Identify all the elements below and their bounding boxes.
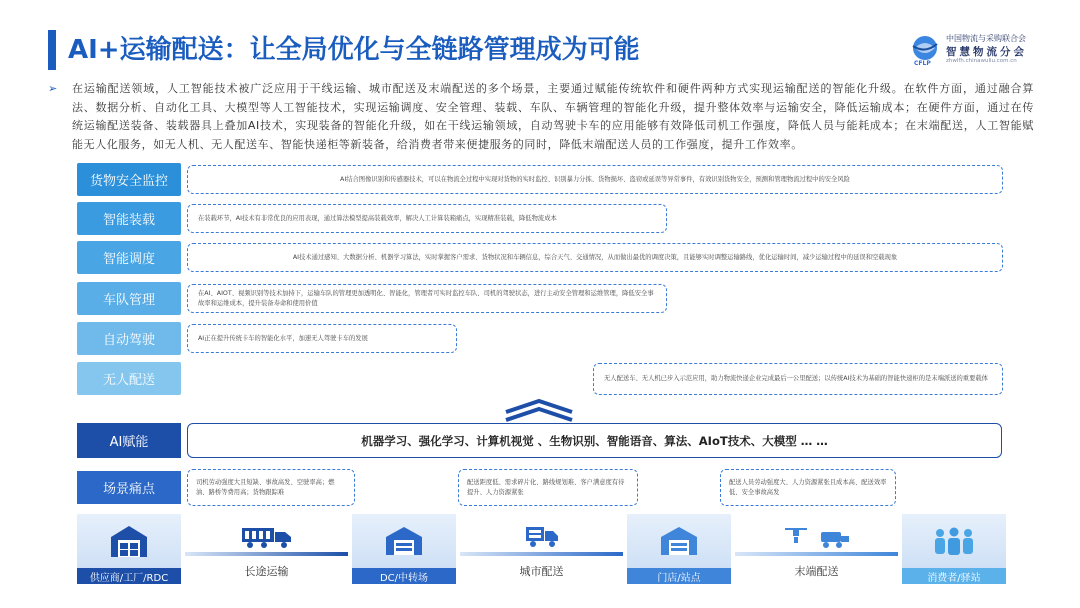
- flow-arrow-line: [735, 552, 898, 556]
- flow-segment-long-haul: [185, 532, 348, 558]
- capability-desc: 在AI、AIOT、视频识别等技术加持下，运输车队的管理更加透明化、智能化，管理者可实时监控车队、司机的驾驶状态，进行主动安全管理和运维管理，降低安全事故率和运维成本，提升装备寿命和使用价值: [187, 284, 667, 313]
- capability-row-unmanned-delivery: [77, 362, 1003, 395]
- truck-icon: [240, 524, 294, 550]
- flow-node-dc: [352, 514, 456, 584]
- ai-enable-content: 机器学习、强化学习、计算机视觉 、生物识别、智能语音、算法、AIoT技术、大模型 … …: [187, 423, 1002, 458]
- capability-row-autonomous-driving: [77, 322, 1003, 355]
- flow-node-store: [627, 514, 731, 584]
- flow-segment-label: 末端配送: [794, 565, 839, 578]
- logo-url: zhwlfh.chinawuliu.com.cn: [946, 58, 1017, 64]
- flow-node-label: DC/中转场: [352, 568, 456, 584]
- warehouse-icon: [384, 525, 424, 557]
- van-icon: [522, 524, 562, 548]
- warehouse-icon: [107, 523, 151, 559]
- logo-name: 智慧物流分会: [946, 46, 1027, 58]
- capability-desc: AI正在提升传统卡车的智能化水平，加速无人驾驶卡车的发展: [187, 324, 457, 353]
- bullet-arrow: ➢: [48, 82, 58, 95]
- logo-org: 中国物流与采购联合会: [946, 34, 1026, 43]
- capability-label: 智能装载: [77, 202, 181, 235]
- title-accent-bar: [48, 30, 56, 70]
- capability-label: 自动驾驶: [77, 322, 181, 355]
- pain-point-last-mile: 配送人员劳动强度大、人力资源紧张且成本高、配送效率低、安全事故高发: [720, 469, 896, 506]
- up-chevron-icon: [502, 398, 576, 422]
- capability-row-fleet-management: [77, 282, 1003, 315]
- capability-row-cargo-security: [77, 163, 1003, 196]
- flow-arrow-line: [185, 552, 348, 556]
- capability-label: 无人配送: [77, 362, 181, 395]
- capability-label: 货物安全监控: [77, 163, 181, 196]
- flow-node-consumer: [902, 514, 1006, 584]
- flow-node-label: 供应商/工厂/RDC: [77, 568, 181, 584]
- flow-node-label: 门店/站点: [627, 568, 731, 584]
- pain-point-long-haul: 司机劳动强度大且短缺、事故高发、空驶率高；燃油、路桥等费用高；货物跟踪难: [187, 469, 355, 506]
- flow-segment-city: [460, 532, 623, 558]
- ai-enable-label: AI赋能: [77, 423, 181, 458]
- warehouse-icon: [659, 525, 699, 557]
- logo-brand: CFLP: [914, 60, 931, 67]
- capability-desc: 无人配送车、无人机已步入示范应用，助力物流快递企业完成最后一公里配送；以传统AI技术为基础的智能快递柜的是末端派送的重要载体: [593, 363, 1003, 395]
- capability-desc: AI技术通过感知、大数据分析、机器学习算法，实时掌握客户需求、货物状况和车辆信息，综合天气、交通情况，从而做出最优的调度决策，且能够实时调整运输路线，优化运输时间，减少运输过程中的延误和空载现象: [187, 243, 1003, 272]
- flow-node-supplier: [77, 514, 181, 584]
- intro-paragraph: 在运输配送领域，人工智能技术被广泛应用于干线运输、城市配送及末端配送的多个场景，主要通过赋能传统软件和硬件两种方式实现运输配送的智能化升级。在软件方面，通过融合算法、数据分析、自动化工具、大模型等人工智能技术，实现运输调度、安全管理、装载、车队、车辆管理的智能化升级，提升整体效率与运输安全，降低运输成本；在硬件方面，通过在传统运输配送装备、装载器具上叠加AI技术，实现装备的智能化升级，如在干线运输领域，自动驾驶卡车的应用能够有效降低司机工作强度，降低人员与能耗成本；在末端配送，人工智能赋能无人化服务，如无人机、无人配送车、智能快递柜等新装备，给消费者带来便捷服务的同时，降低末端配送人员的工作强度，提升工作效率。: [72, 82, 1034, 151]
- cflp-logo: [908, 30, 1058, 70]
- capability-desc: 在装载环节，AI技术有非常优良的应用表现，通过算法模型提高装载效率，解决人工计算装箱痛点，实现精准装载，降低物流成本: [187, 204, 667, 233]
- flow-segment-last-mile: [735, 532, 898, 558]
- pain-points-label: 场景痛点: [77, 471, 181, 504]
- drone-icon: [781, 524, 853, 550]
- flow-node-label: 消费者/驿站: [902, 568, 1006, 584]
- capability-label: 智能调度: [77, 241, 181, 274]
- flow-segment-label: 长途运输: [244, 565, 289, 578]
- capability-row-smart-loading: [77, 202, 1003, 235]
- pain-point-city: 配送距度低、需求碎片化、路线规划难、客户满意度有待提升、人力资源紧张: [458, 469, 638, 506]
- capability-row-smart-dispatch: [77, 241, 1003, 274]
- capability-label: 车队管理: [77, 282, 181, 315]
- people-icon: [932, 526, 976, 556]
- page-title: AI+运输配送：让全局优化与全链路管理成为可能: [68, 35, 640, 65]
- flow-segment-label: 城市配送: [519, 565, 564, 578]
- capability-desc: AI结合图像识别和传感器技术，可以在物流全过程中实现对货物的实时监控、识别暴力分拣、货物损坏、盗窃或延误等异常事件，有效识别货物安全，预测和管理物流过程中的安全风险: [187, 165, 1003, 194]
- flow-arrow-line: [460, 552, 623, 556]
